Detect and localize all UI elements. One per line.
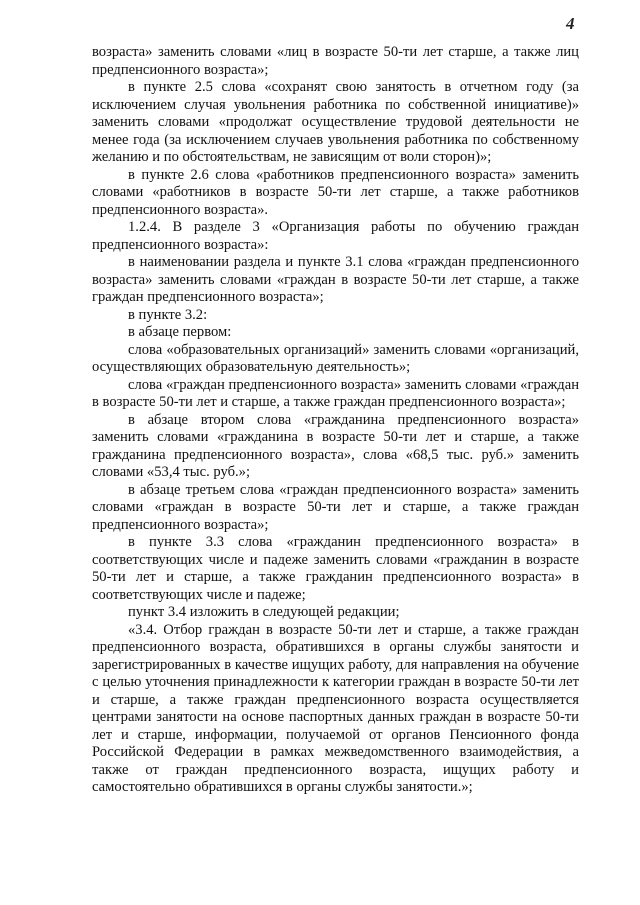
paragraph-continuation: возраста» заменить словами «лиц в возрасте 50-ти лет старше, а также лиц предпенсионного возраста»;: [92, 44, 579, 78]
paragraph-words-organizations: слова «образовательных организаций» заменить словами «организаций, осуществляющих образовательную деятельность»;: [92, 341, 579, 375]
paragraph-item-2-6: в пункте 2.6 слова «работников предпенсионного возраста» заменить словами «работников в возрасте 50-ти лет старше, а также работников предпенсионного возраста».: [92, 166, 579, 218]
paragraph-abzac-2: в абзаце втором слова «гражданина предпенсионного возраста» заменить словами «гражданина в возрасте 50-ти лет и старше, а также гражданина предпенсионного возраста», слова «68,5 тыс. руб.» заменить словами «53,4 тыс. руб.»;: [92, 411, 579, 480]
paragraph-section-1-2-4: 1.2.4. В разделе 3 «Организация работы по обучению граждан предпенсионного возраста»:: [92, 219, 579, 253]
paragraph-item-3-1: в наименовании раздела и пункте 3.1 слова «граждан предпенсионного возраста» заменить словами «граждан в возрасте 50-ти лет старше, а также граждан предпенсионного возраста»;: [92, 254, 579, 305]
paragraph-item-2-5: в пункте 2.5 слова «сохранят свою занятость в отчетном году (за исключением случая увольнения работника по собственной инициативе)» заменить словами «продолжат осуществление трудовой деятельности не менее года (за исключением случаев увольнения работника по собственному желанию и по обстоятельствам, не зависящим от воли сторон)»;: [92, 79, 579, 165]
page-number: 4: [566, 14, 575, 33]
document-body: [92, 44, 579, 797]
paragraph-abzac-3: в абзаце третьем слова «граждан предпенсионного возраста» заменить словами «граждан в возрасте 50-ти лет и старше, а также граждан предпенсионного возраста»;: [92, 481, 579, 533]
paragraph-words-citizens: слова «граждан предпенсионного возраста» заменить словами «граждан в возрасте 50-ти лет и старше, а также граждан предпенсионного возраста»;: [92, 376, 579, 410]
paragraph-item-3-4-text: «3.4. Отбор граждан в возрасте 50-ти лет и старше, а также граждан предпенсионного возраста, обратившихся в органы службы занятости и зарегистрированных в качестве ищущих работу, для направления на обучение с целью уточнения принадлежности к категории граждан в возрасте 50-ти лет и старше, а также граждан предпенсионного возраста осуществляется центрами занятости на основе паспортных данных граждан в возрасте 50-ти лет и старше, информации, получаемой от органов Пенсионного фонда Российской Федерации в рамках межведомственного взаимодействия, а также от граждан предпенсионного возраста, ищущих работу и самостоятельно обратившихся в органы службы занятости.»;: [92, 621, 579, 795]
paragraph-item-3-2: в пункте 3.2:: [128, 306, 208, 323]
paragraph-item-3-4-intro: пункт 3.4 изложить в следующей редакции;: [128, 604, 400, 620]
paragraph-item-3-3: в пункте 3.3 слова «гражданин предпенсионного возраста» в соответствующих числе и падеже заменить словами «гражданин в возрасте 50-ти лет и старше, а также гражданин предпенсионного возраста» в соответствующих числе и падеже;: [92, 534, 579, 603]
paragraph-abzac-1: в абзаце первом:: [128, 324, 232, 340]
